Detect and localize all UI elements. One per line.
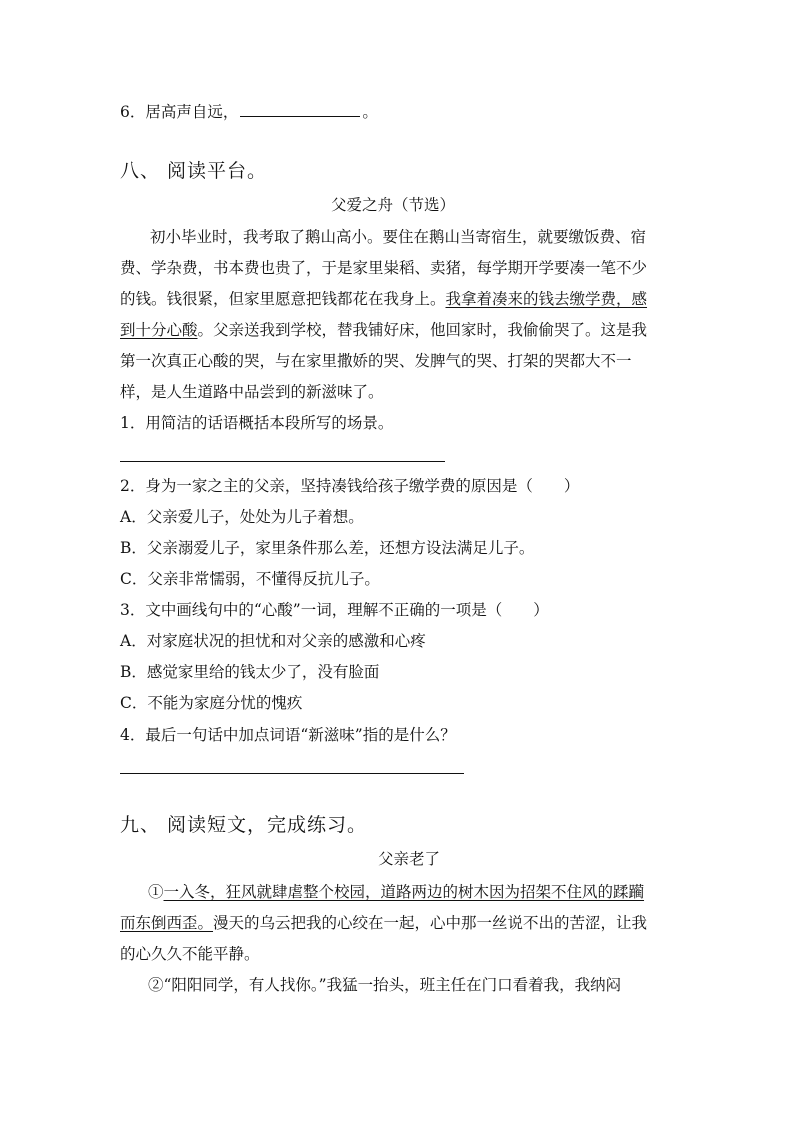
section-9-para-1-line-3: 的心久久不能平静。 [120,945,260,963]
passage-line-3-plain: 的钱。钱很紧，但家里愿意把钱都花在我身上。 [120,290,446,308]
question-6-prefix: 6．居高声自远， [120,103,239,121]
para-1-underlined-part-1: 一入冬，狂风就肆虐整个校园，道路两边的树木因为招架不住风的蹂躏 [163,883,645,901]
question-2-option-b[interactable]: B．父亲溺爱儿子，家里条件那么差，还想方设法满足儿子。 [120,539,535,557]
section-8-passage-line-6: 样，是人生道路中品尝到的新滋味了。 [120,383,384,401]
question-2-option-c[interactable]: C．父亲非常懦弱，不懂得反抗儿子。 [120,570,380,588]
para-1-underlined-part-2: 而东倒西歪。 [120,914,214,932]
section-9-para-1-line-2 [120,913,647,933]
section-8-question-1: 1．用简洁的话语概括本段所写的场景。 [120,414,394,432]
section-8-passage-line-4 [120,320,647,340]
underlined-sentence-part-2: 到十分心酸 [120,321,198,339]
section-8-passage-line-1: 初小毕业时，我考取了鹅山高小。要住在鹅山当寄宿生，就要缴饭费、宿 [150,228,647,246]
para-1-number: ① [148,883,164,901]
question-3-option-b[interactable]: B．感觉家里给的钱太少了，没有脸面 [120,663,380,681]
question-6 [120,102,378,122]
section-8-question-3: 3．文中画线句中的“心酸”一词，理解不正确的一项是（ ） [120,601,549,619]
section-9-para-2-line-1: ②“阳阳同学，有人找你。”我猛一抬头，班主任在门口看着我，我纳闷 [148,976,622,994]
section-8-question-2: 2．身为一家之主的父亲，坚持凑钱给孩子缴学费的原因是（ ） [120,477,580,495]
section-8-passage-line-2: 费、学杂费，书本费也贵了，于是家里粜稻、卖猪，每学期开学要凑一笔不少 [120,259,648,277]
question-4-answer-line[interactable] [120,773,464,774]
section-8-question-4: 4．最后一句话中加点词语“新滋味”指的是什么？ [120,726,456,744]
section-8-passage-title: 父爱之舟（节选） [331,196,456,214]
passage-line-4-plain: 。父亲送我到学校，替我铺好床，他回家时，我偷偷哭了。这是我 [197,321,648,339]
underlined-sentence-part-1: 我拿着凑来的钱去缴学费，感 [445,290,648,308]
question-1-answer-line[interactable] [120,461,445,462]
question-6-suffix: 。 [362,103,378,121]
section-8-passage-line-5: 第一次真正心酸的哭，与在家里撒娇的哭、发脾气的哭、打架的哭都大不一 [120,352,632,370]
question-2-option-a[interactable]: A．父亲爱儿子，处处为儿子着想。 [120,508,364,526]
section-8-heading: 八、 阅读平台。 [120,160,268,182]
section-8-passage-line-3 [120,289,647,309]
question-6-blank[interactable] [240,102,360,117]
para-1-line-2-plain: 漫天的乌云把我的心绞在一起，心中那一丝说不出的苦涩，让我 [213,914,648,932]
section-9-para-1-line-1 [148,882,644,902]
question-3-option-a[interactable]: A．对家庭状况的担忧和对父亲的感激和心疼 [120,632,426,650]
section-9-passage-title: 父亲老了 [378,850,441,868]
section-9-heading: 九、 阅读短文，完成练习。 [120,814,368,836]
question-3-option-c[interactable]: C．不能为家庭分忧的愧疚 [120,694,303,712]
